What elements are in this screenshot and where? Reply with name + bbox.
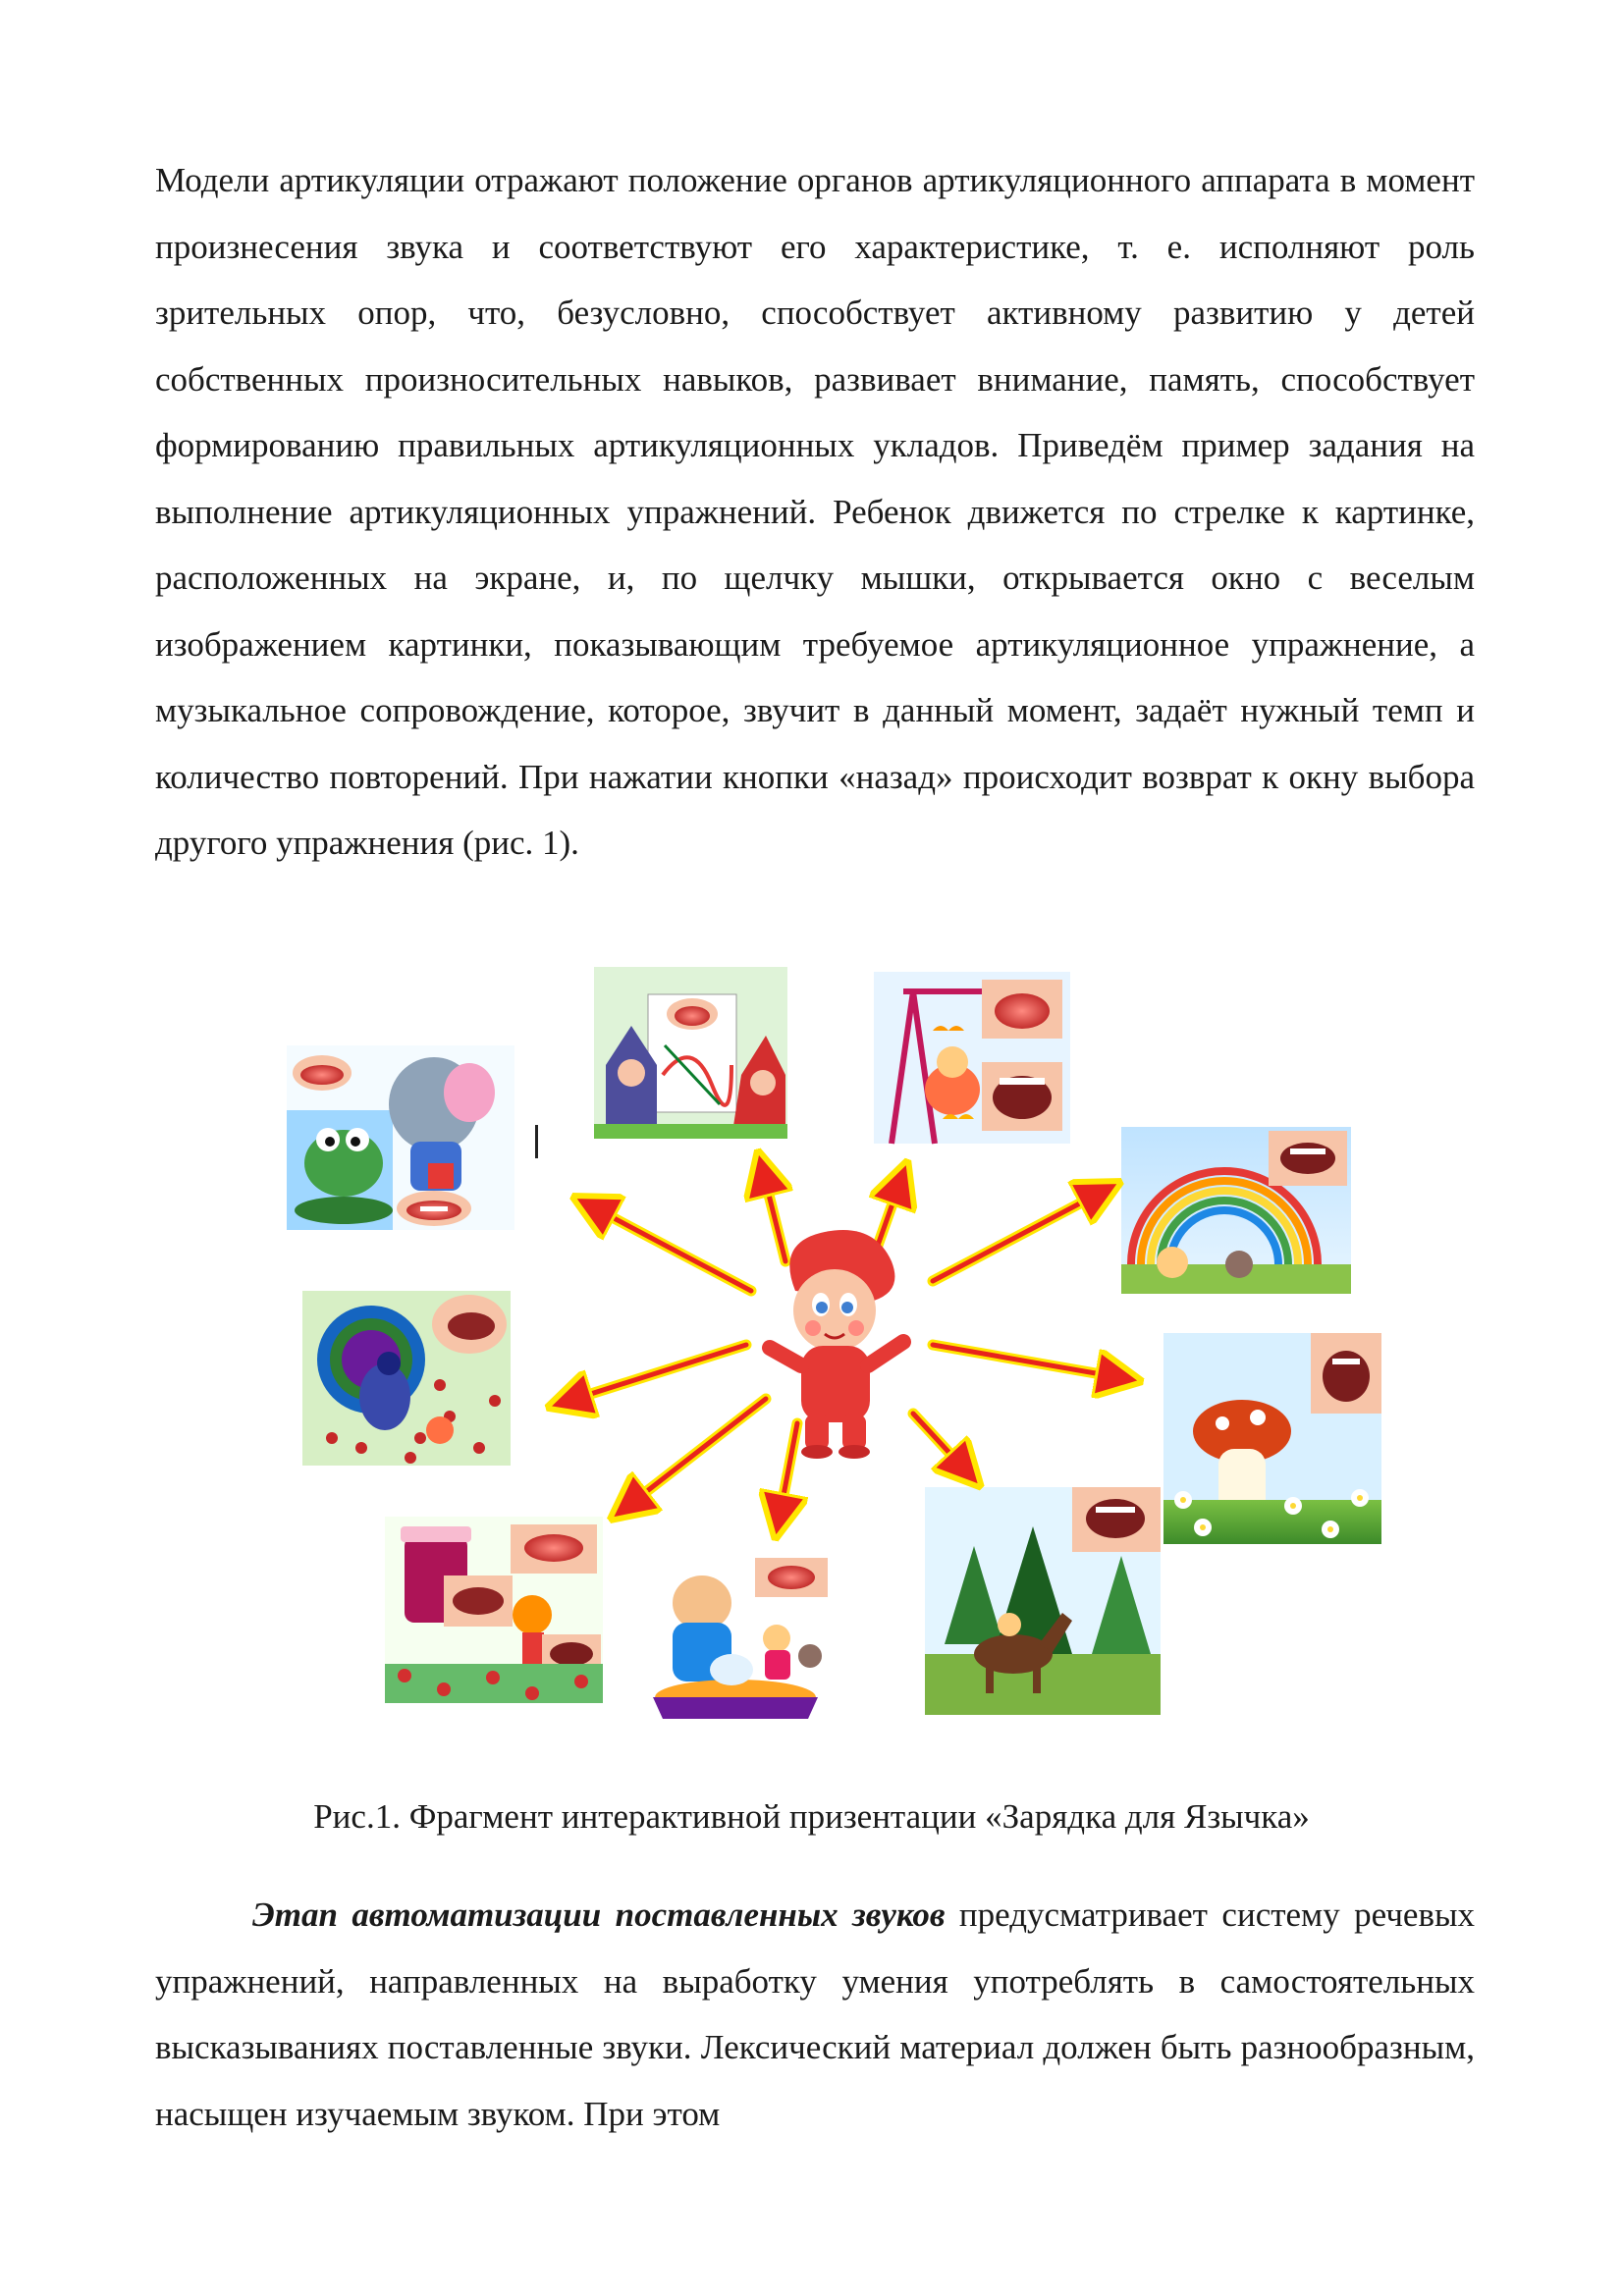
exercise-picture-turkey xyxy=(302,1291,511,1466)
paragraph-body: предусматривает систему речевых упражнений, направленных на выработку умения употреблять в самостоятельных высказываниях поставленные звуки. Лексический материал должен быть разнообразным, насыщен изучаемым звуком. При этом xyxy=(155,1896,1475,2133)
figure-presentation-fragment xyxy=(275,967,1394,1752)
figure-illustration xyxy=(275,967,1394,1752)
paragraph-emphasis: Этап автоматизации поставленных звуков xyxy=(252,1896,946,1934)
exercise-picture-jam xyxy=(385,1517,603,1703)
exercise-picture-horse xyxy=(925,1487,1161,1715)
exercise-picture-mushroom xyxy=(1163,1333,1381,1544)
exercise-picture-rainbow xyxy=(1121,1127,1351,1294)
exercise-picture-tea-party xyxy=(633,1554,830,1719)
exercise-picture-swing xyxy=(874,972,1070,1144)
paragraph-articulation-models: Модели артикуляции отражают положение органов артикуляционного аппарата в момент произнесения звука и соответствуют его характеристике, т. е. исполняют роль зрительных опор, что, безусловно, способствует активному развитию у детей собственных произносительных навыков, развивает внимание, память, способствует формированию правильных артикуляционных укладов. Приведём пример задания на выполнение артикуляционных упражнений. Ребенок движется по стрелке к картинке, расположенных на экране, и, по щелчку мышки, открывается окно с веселым изображением картинки, показывающим требуемое артикуляционное упражнение, а музыкальное сопровождение, которое, звучит в данный момент, задаёт нужный темп и количество повторений. При нажатии кнопки «назад» происходит возврат к окну выбора другого упражнения (рис. 1). xyxy=(155,161,1475,862)
exercise-picture-elephant-frog xyxy=(287,1045,514,1230)
paragraph-automation-stage xyxy=(155,1882,1475,2147)
exercise-picture-gnomes xyxy=(594,967,787,1139)
central-character xyxy=(770,1230,903,1459)
figure-caption: Рис.1. Фрагмент интерактивной призентации «Зарядка для Язычка» xyxy=(313,1797,1310,1836)
